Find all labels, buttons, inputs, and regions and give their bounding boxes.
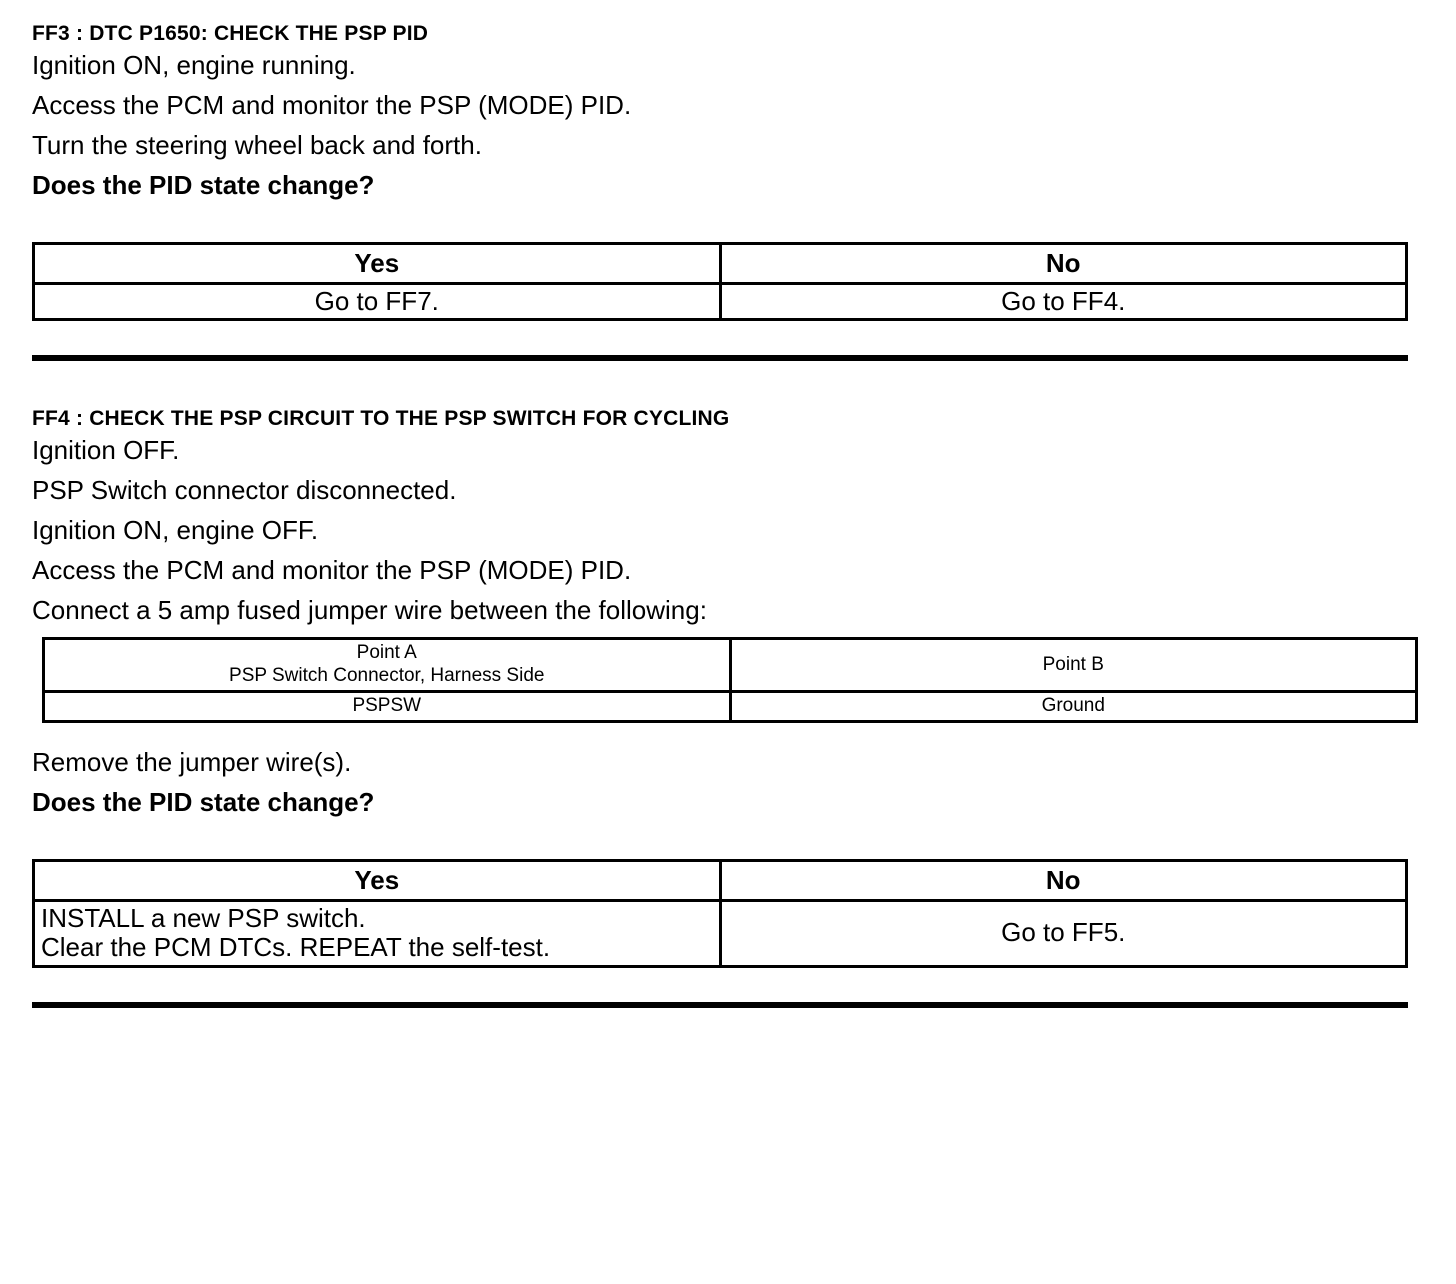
section-heading: FF3 : DTC P1650: CHECK THE PSP PID [32, 22, 429, 45]
section-divider [32, 1002, 1408, 1008]
decision-yes-header: Yes [34, 244, 721, 284]
decision-no-cell [720, 284, 1407, 320]
decision-no-cell [720, 900, 1407, 966]
decision-no-line: Go to FF5. [1001, 917, 1126, 948]
step-line: PSP Switch connector disconnected. [32, 475, 457, 506]
decision-yes-cell [34, 900, 721, 966]
decision-table [32, 242, 1408, 321]
point-a-header [44, 639, 731, 692]
decision-no-header: No [720, 860, 1407, 900]
section-ff4 [30, 407, 1426, 967]
step-line: Remove the jumper wire(s). [32, 746, 352, 777]
step-question: Does the PID state change? [32, 786, 375, 817]
decision-no-line: Go to FF4. [1001, 286, 1126, 316]
section-ff3 [30, 22, 1426, 321]
point-b-header [730, 639, 1417, 692]
step-line: Connect a 5 amp fused jumper wire between the following: [32, 595, 707, 626]
table-row [34, 860, 1407, 900]
decision-yes-cell [34, 284, 721, 320]
step-line: Access the PCM and monitor the PSP (MODE) PID. [32, 90, 632, 120]
decision-yes-line: Go to FF7. [314, 286, 439, 316]
step-line: Access the PCM and monitor the PSP (MODE) PID. [32, 555, 632, 586]
section-heading: FF4 : CHECK THE PSP CIRCUIT TO THE PSP SWITCH FOR CYCLING [32, 407, 730, 431]
decision-table [32, 859, 1408, 968]
step-line: Ignition OFF. [32, 435, 180, 466]
step-line: Ignition ON, engine running. [32, 50, 356, 80]
step-line: Turn the steering wheel back and forth. [32, 130, 482, 160]
decision-no-header: No [720, 244, 1407, 284]
table-row [44, 691, 1417, 721]
point-a-value: PSPSW [44, 691, 731, 721]
decision-yes-line: Clear the PCM DTCs. REPEAT the self-test. [41, 932, 551, 963]
table-row [34, 284, 1407, 320]
table-row [34, 900, 1407, 966]
point-a-label: Point A [356, 642, 417, 664]
step-question: Does the PID state change? [32, 170, 375, 200]
table-row [44, 639, 1417, 692]
step-line: Ignition ON, engine OFF. [32, 515, 319, 546]
point-b-value: Ground [730, 691, 1417, 721]
decision-yes-line: INSTALL a new PSP switch. [41, 902, 366, 933]
decision-yes-header: Yes [34, 860, 721, 900]
connection-points-table [42, 637, 1418, 722]
point-b-label: Point B [1042, 653, 1104, 675]
point-a-sub: PSP Switch Connector, Harness Side [229, 665, 545, 687]
table-row [34, 244, 1407, 284]
